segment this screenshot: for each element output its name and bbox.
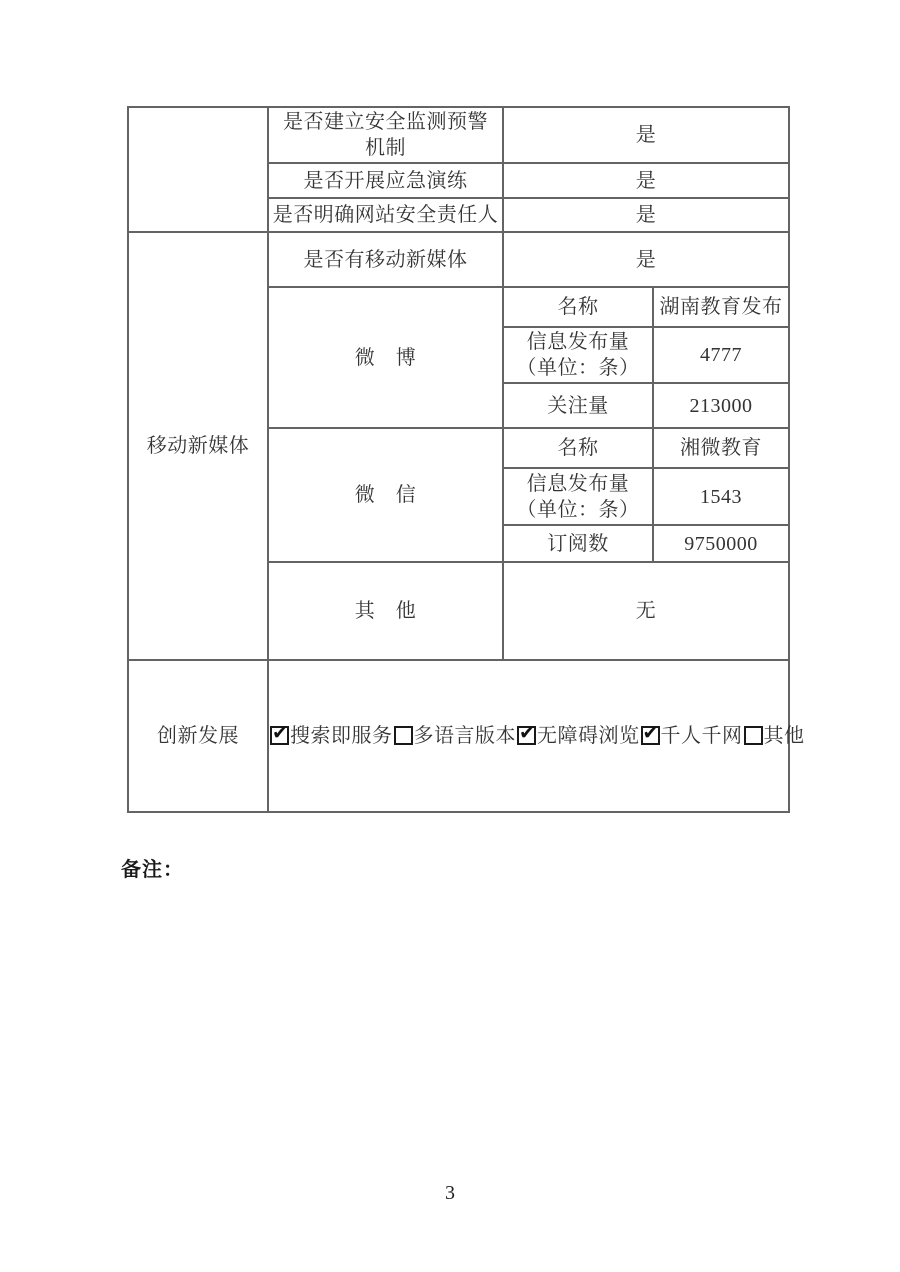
wechat-subscribers-label: 订阅数 bbox=[503, 525, 653, 562]
section-header-mobile-media: 移动新媒体 bbox=[128, 232, 268, 660]
label-line2: 机制 bbox=[365, 137, 406, 159]
checkbox-option-multilanguage[interactable] bbox=[393, 725, 517, 747]
label-line2: （单位：条） bbox=[516, 357, 640, 379]
table-row bbox=[128, 660, 789, 812]
checkbox-icon[interactable] bbox=[744, 726, 763, 745]
wechat-name-value: 湘微教育 bbox=[653, 428, 789, 468]
checkbox-label: 多语言版本 bbox=[413, 725, 516, 747]
label-line1: 是否建立安全监测预警 bbox=[283, 111, 488, 133]
label-line2: （单位：条） bbox=[516, 498, 640, 521]
row-value-security-responsible: 是 bbox=[503, 198, 789, 232]
row-value-security-monitor: 是 bbox=[503, 107, 789, 163]
label-line1: 信息发布量 bbox=[526, 331, 630, 353]
row-value-has-mobile-media: 是 bbox=[503, 232, 789, 287]
other-media-label: 其 他 bbox=[268, 562, 503, 660]
table-row bbox=[128, 232, 789, 287]
section-header-empty-cell bbox=[128, 107, 268, 232]
row-label-security-responsible: 是否明确网站安全责任人 bbox=[268, 198, 503, 232]
checkbox-icon[interactable] bbox=[270, 726, 289, 745]
label-line1: 信息发布量 bbox=[526, 472, 630, 495]
section-header-innovation: 创新发展 bbox=[128, 660, 268, 812]
weibo-name-label: 名称 bbox=[503, 287, 653, 327]
weibo-followers-value: 213000 bbox=[653, 383, 789, 428]
checkbox-option-accessibility[interactable] bbox=[516, 725, 640, 747]
innovation-options-cell bbox=[268, 660, 805, 812]
weibo-posts-label bbox=[503, 327, 653, 383]
checkbox-icon[interactable] bbox=[394, 726, 413, 745]
wechat-posts-label bbox=[503, 468, 653, 525]
checkbox-option-search-service[interactable] bbox=[269, 725, 393, 747]
row-label-has-mobile-media: 是否有移动新媒体 bbox=[268, 232, 503, 287]
page-number: 3 bbox=[445, 1182, 455, 1204]
wechat-posts-value: 1543 bbox=[653, 468, 789, 525]
weibo-posts-value: 4777 bbox=[653, 327, 789, 383]
weibo-group-label: 微 博 bbox=[268, 287, 503, 428]
row-label-emergency-drill: 是否开展应急演练 bbox=[268, 163, 503, 198]
row-label-security-monitor bbox=[268, 107, 503, 163]
row-value-emergency-drill: 是 bbox=[503, 163, 789, 198]
weibo-name-value: 湖南教育发布 bbox=[653, 287, 789, 327]
checkbox-icon[interactable] bbox=[641, 726, 660, 745]
remarks-label: 备注： bbox=[121, 859, 184, 881]
checkbox-label: 搜索即服务 bbox=[290, 725, 393, 747]
checkbox-label: 其他 bbox=[763, 725, 805, 747]
wechat-group-label: 微 信 bbox=[268, 428, 503, 562]
wechat-name-label: 名称 bbox=[503, 428, 653, 468]
checkbox-icon[interactable] bbox=[517, 726, 536, 745]
weibo-followers-label: 关注量 bbox=[503, 383, 653, 428]
checkbox-option-personalized[interactable] bbox=[640, 725, 743, 747]
table-row bbox=[128, 107, 789, 163]
checkbox-option-other[interactable] bbox=[743, 725, 805, 747]
other-media-value: 无 bbox=[503, 562, 789, 660]
annual-report-table bbox=[127, 106, 805, 813]
checkbox-label: 无障碍浏览 bbox=[537, 725, 640, 747]
wechat-subscribers-value: 9750000 bbox=[653, 525, 789, 562]
checkbox-label: 千人千网 bbox=[660, 725, 743, 747]
